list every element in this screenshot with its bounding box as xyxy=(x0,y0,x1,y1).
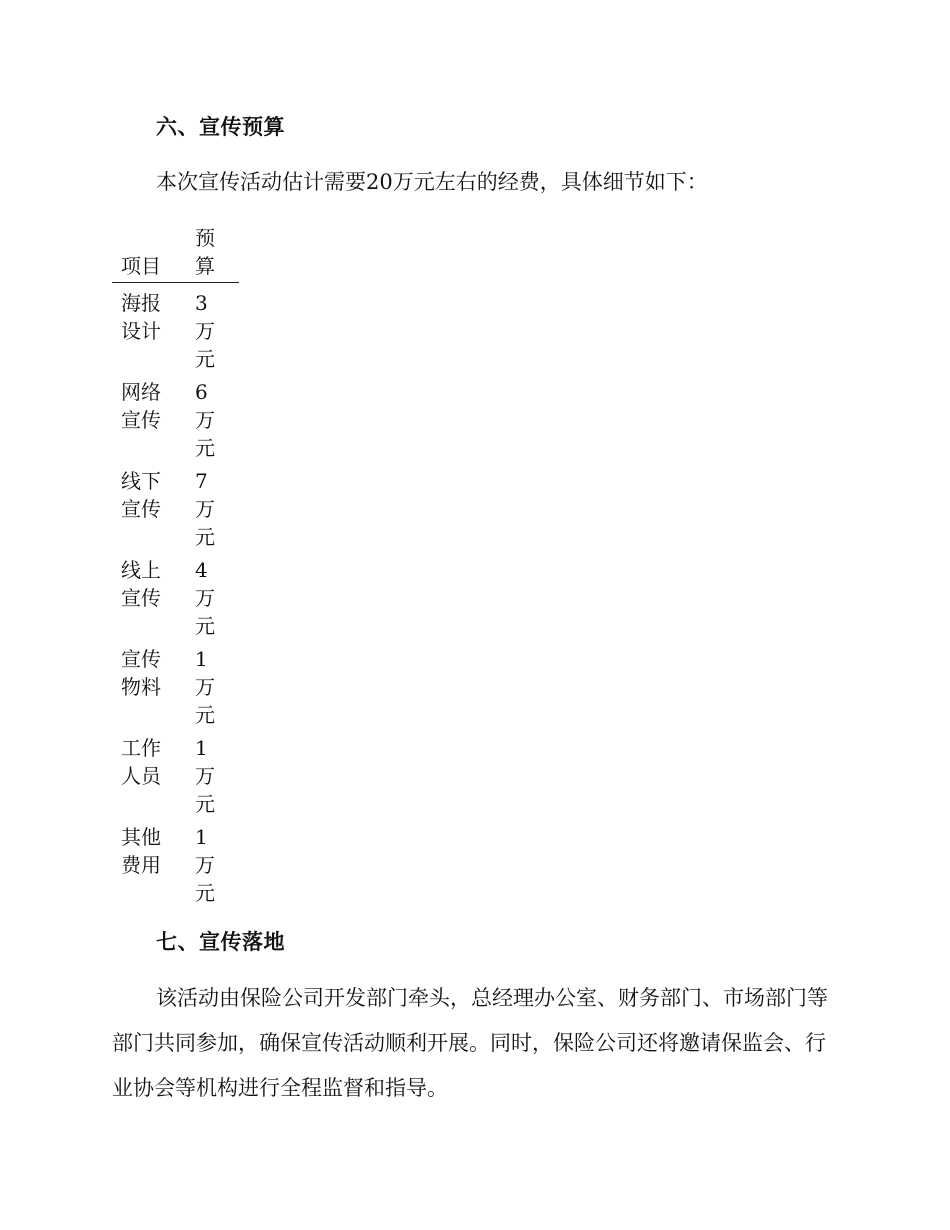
row-budget-cell xyxy=(185,823,239,912)
section-6-intro: 本次宣传活动估计需要20万元左右的经费，具体细节如下： xyxy=(156,170,708,194)
header-budget: 预算 xyxy=(185,224,239,283)
row-budget-cell xyxy=(185,734,239,823)
row-budget-value: 1万元 xyxy=(195,825,215,905)
row-item-cell xyxy=(112,823,185,912)
table-row xyxy=(112,734,239,823)
budget-table xyxy=(112,224,239,912)
row-budget-cell xyxy=(185,645,239,734)
row-item-label: 线上宣传 xyxy=(121,558,161,610)
row-item-cell xyxy=(112,556,185,645)
row-budget-cell xyxy=(185,467,239,556)
table-header-row xyxy=(112,224,239,283)
table-row xyxy=(112,283,239,379)
section-7-body: 该活动由保险公司开发部门牵头，总经理办公室、财务部门、市场部门等部门共同参加，确保宣传活动顺利开展。同时，保险公司还将邀请保监会、行业协会等机构进行全程监督和指导。 xyxy=(112,986,828,1100)
row-item-label: 海报设计 xyxy=(121,291,161,343)
row-item-cell xyxy=(112,283,185,379)
row-item-label: 宣传物料 xyxy=(121,647,161,699)
row-budget-value: 7万元 xyxy=(195,469,215,549)
row-item-label: 网络宣传 xyxy=(121,380,161,432)
row-item-cell xyxy=(112,467,185,556)
table-row xyxy=(112,556,239,645)
budget-table-body xyxy=(112,283,239,913)
row-budget-cell xyxy=(185,283,239,379)
row-budget-value: 6万元 xyxy=(195,380,215,460)
row-item-cell xyxy=(112,378,185,467)
row-item-label: 线下宣传 xyxy=(121,469,161,521)
row-item-label: 工作人员 xyxy=(121,736,161,788)
header-item: 项目 xyxy=(112,224,185,283)
row-budget-value: 1万元 xyxy=(195,647,215,727)
row-item-cell xyxy=(112,734,185,823)
section-6-heading: 六、宣传预算 xyxy=(156,114,285,139)
row-budget-value: 3万元 xyxy=(195,291,215,371)
table-row xyxy=(112,645,239,734)
table-row xyxy=(112,823,239,912)
table-row xyxy=(112,378,239,467)
row-item-cell xyxy=(112,645,185,734)
row-budget-value: 1万元 xyxy=(195,736,215,816)
section-7-heading: 七、宣传落地 xyxy=(156,929,285,954)
table-row xyxy=(112,467,239,556)
row-item-label: 其他费用 xyxy=(121,825,161,877)
row-budget-cell xyxy=(185,556,239,645)
row-budget-cell xyxy=(185,378,239,467)
row-budget-value: 4万元 xyxy=(195,558,215,638)
